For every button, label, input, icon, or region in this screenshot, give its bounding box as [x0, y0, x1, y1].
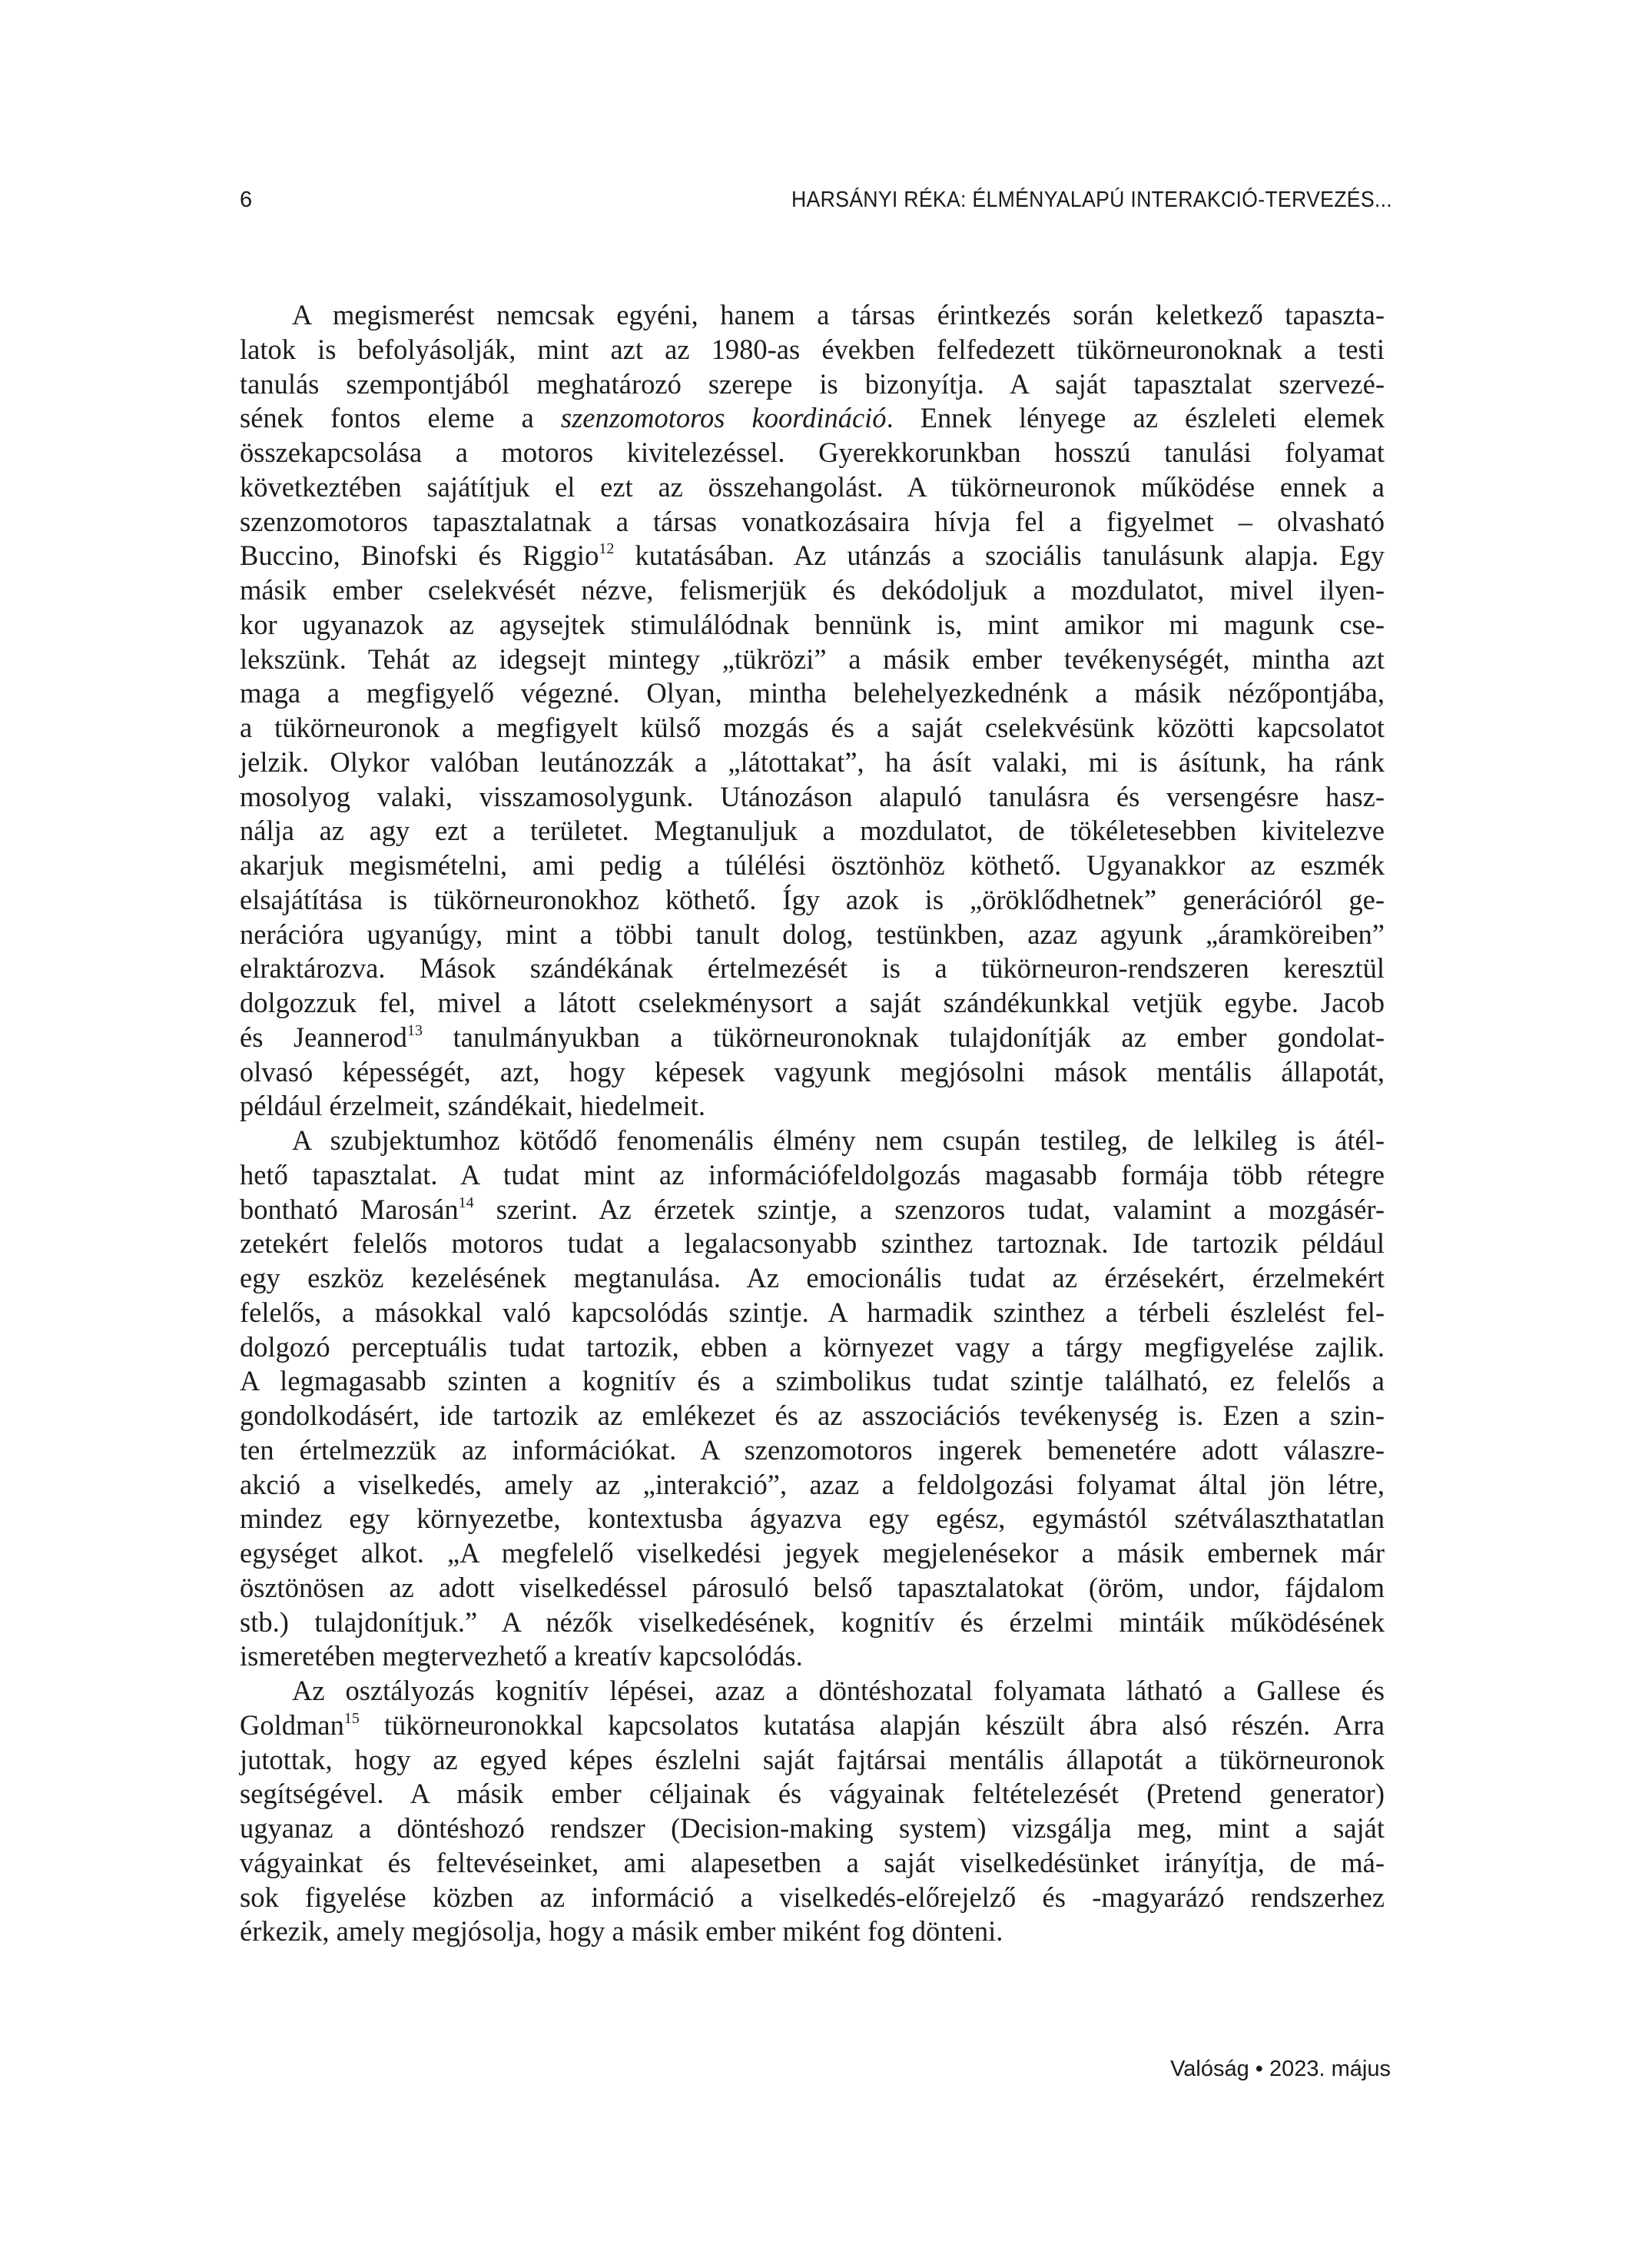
text-line: hető tapasztalat. A tudat mint az információfeldolgozás magasabb formája több rétegre: [240, 1158, 1385, 1190]
running-title: HARSÁNYI RÉKA: ÉLMÉNYALAPÚ INTERAKCIÓ-TERVEZÉS...: [791, 188, 1392, 212]
text-line: mosolyog valaki, visszamosolygunk. Utánozáson alapuló tanulásra és versengésre hasz-: [240, 780, 1385, 812]
italic-term: szenzomotoros koordináció: [560, 402, 887, 434]
footnote-reference[interactable]: 13: [406, 1021, 423, 1039]
text-run: bontható Marosán: [240, 1193, 459, 1225]
text-line: lekszünk. Tehát az idegsejt mintegy „tükrözi” a másik ember tevékenységét, mintha azt: [240, 643, 1385, 675]
text-line: felelős, a másokkal való kapcsolódás szintje. A harmadik szinthez a térbeli észlelést fel-: [240, 1296, 1385, 1328]
paragraph: [240, 1124, 1385, 1674]
text-run: szerint. Az érzetek szintje, a szenzoros tudat, valamint a mozgásér-: [473, 1193, 1385, 1225]
text-line: érkezik, amely megjósolja, hogy a másik ember miként fog dönteni.: [240, 1915, 1003, 1948]
article-body: [240, 298, 1385, 1949]
text-line: a tükörneuronok a megfigyelt külső mozgás és a saját cselekvésünk közötti kapcsolatot: [240, 712, 1385, 743]
text-line: összekapcsolása a motoros kivitelezéssel. Gyerekkorunkban hosszú tanulási folyamat: [240, 437, 1385, 468]
paragraph: [240, 1674, 1385, 1949]
text-line: akció a viselkedés, amely az „interakció”, azaz a feldolgozási folyamat által jön létre,: [240, 1468, 1385, 1500]
text-line: elsajátítása is tükörneuronokhoz köthető. Így azok is „öröklődhetnek” generációról ge-: [240, 883, 1385, 915]
text-line: szenzomotoros tapasztalatnak a társas vonatkozásaira hívja fel a figyelmet – olvasható: [240, 505, 1385, 537]
text-run: sének fontos eleme a: [240, 402, 561, 434]
text-line: [240, 401, 1385, 436]
text-run: Goldman: [240, 1708, 344, 1741]
text-line: A megismerést nemcsak egyéni, hanem a társas érintkezés során keletkező tapaszta-: [292, 299, 1385, 330]
text-run: Buccino, Binofski és Riggio: [240, 540, 599, 572]
text-line: jelzik. Olykor valóban leutánozzák a „látottakat”, ha ásít valaki, mi is ásítunk, ha ránk: [240, 745, 1385, 778]
page-footer: Valóság • 2023. május: [1170, 2057, 1391, 2081]
text-line: sok figyelése közben az információ a viselkedés-előrejelző és -magyarázó rendszerhez: [240, 1881, 1385, 1913]
paragraph: [240, 298, 1385, 1124]
text-line: A szubjektumhoz kötődő fenomenális élmény nem csupán testileg, de lelkileg is átél-: [292, 1124, 1385, 1156]
text-line: maga a megfigyelő végezné. Olyan, mintha belehelyezkednénk a másik nézőpontjába,: [240, 677, 1385, 709]
text-line: Az osztályozás kognitív lépései, azaz a döntéshozatal folyamata látható a Gallese és: [292, 1675, 1385, 1706]
text-line: mindez egy környezetbe, kontextusba ágyazva egy egész, egymástól szétválaszthatatlan: [240, 1503, 1385, 1535]
text-line: segítségével. A másik ember céljainak és vágyainak feltételezését (Pretend generator): [240, 1778, 1385, 1810]
footnote-reference[interactable]: 12: [599, 540, 615, 558]
text-line: következtében sajátítjuk el ezt az összehangolást. A tükörneuronok működése ennek a: [240, 470, 1385, 503]
text-line: ismeretében megtervezhető a kreatív kapcsolódás.: [240, 1640, 803, 1672]
text-line: [240, 1708, 1385, 1743]
text-line: stb.) tulajdonítjuk.” A nézők viselkedésének, kognitív és érzelmi mintáik működésének: [240, 1606, 1385, 1638]
text-line: akarjuk megismételni, ami pedig a túlélési ösztönhöz köthető. Ugyanakkor az eszmék: [240, 849, 1385, 881]
text-line: vágyainkat és feltevéseinket, ami alapesetben a saját viselkedésünket irányítja, de má-: [240, 1846, 1385, 1878]
text-line: [240, 539, 1385, 573]
text-line: [240, 1193, 1385, 1227]
text-run: tanulmányukban a tükörneuronoknak tulajdonítják az ember gondolat-: [423, 1021, 1385, 1053]
text-line: gondolkodásért, ide tartozik az emlékezet és az asszociációs tevékenység is. Ezen a szin-: [240, 1400, 1385, 1431]
text-line: ösztönösen az adott viselkedéssel párosuló belső tapasztalatokat (öröm, undor, fájdalom: [240, 1571, 1385, 1603]
text-line: ugyanaz a döntéshozó rendszer (Decision-making system) vizsgálja meg, mint a saját: [240, 1812, 1385, 1844]
text-line: nálja az agy ezt a területet. Megtanuljuk a mozdulatot, de tökéletesebben kivitelezve: [240, 815, 1385, 847]
text-run: és Jeannerod: [240, 1021, 407, 1053]
text-line: például érzelmeit, szándékait, hiedelmeit.: [240, 1090, 706, 1122]
footnote-reference[interactable]: 15: [343, 1709, 360, 1727]
text-line: elraktározva. Mások szándékának értelmezését is a tükörneuron-rendszeren keresztül: [240, 952, 1385, 985]
text-run: . Ennek lényege az észleleti elemek: [886, 402, 1385, 434]
text-line: nerációra ugyanúgy, mint a többi tanult dolog, testünkben, azaz agyunk „áramköreiben”: [240, 918, 1385, 950]
text-line: másik ember cselekvését nézve, felismerjük és dekódoljuk a mozdulatot, mivel ilyen-: [240, 574, 1385, 606]
text-line: dolgozó perceptuális tudat tartozik, ebben a környezet vagy a tárgy megfigyelése zajlik.: [240, 1330, 1385, 1363]
text-run: kutatásában. Az utánzás a szociális tanulásunk alapja. Egy: [614, 540, 1385, 572]
text-line: dolgozzuk fel, mivel a látott cselekménysort a saját szándékunkkal vetjük egybe. Jacob: [240, 987, 1385, 1018]
text-line: egységet alkot. „A megfelelő viselkedési jegyek megjelenésekor a másik embernek már: [240, 1537, 1385, 1569]
page-number: 6: [240, 188, 253, 212]
text-line: olvasó képességét, azt, hogy képesek vagyunk megjósolni mások mentális állapotát,: [240, 1055, 1385, 1088]
text-run: tükörneuronokkal kapcsolatos kutatása alapján készült ábra alsó részén. Arra: [359, 1708, 1385, 1741]
text-line: ten értelmezzük az információkat. A szenzomotoros ingerek bemenetére adott válaszre-: [240, 1433, 1385, 1466]
text-line: A legmagasabb szinten a kognitív és a szimbolikus tudat szintje található, ez felelős a: [240, 1365, 1385, 1397]
text-line: [240, 1021, 1385, 1055]
footnote-reference[interactable]: 14: [458, 1194, 474, 1211]
text-line: kor ugyanazok az agysejtek stimulálódnak bennünk is, mint amikor mi magunk cse-: [240, 608, 1385, 640]
text-line: jutottak, hogy az egyed képes észlelni saját fajtársai mentális állapotát a tükörneuronok: [240, 1743, 1385, 1775]
page-header: [240, 188, 1392, 218]
text-line: tanulás szempontjából meghatározó szerepe is bizonyítja. A saját tapasztalat szervezé-: [240, 367, 1385, 400]
text-line: egy eszköz kezelésének megtanulása. Az emocionális tudat az érzésekért, érzelmekért: [240, 1262, 1385, 1293]
text-line: zetekért felelős motoros tudat a legalacsonyabb szinthez tartoznak. Ide tartozik például: [240, 1227, 1385, 1260]
text-line: latok is befolyásolják, mint azt az 1980-as években felfedezett tükörneuronoknak a testi: [240, 333, 1385, 365]
